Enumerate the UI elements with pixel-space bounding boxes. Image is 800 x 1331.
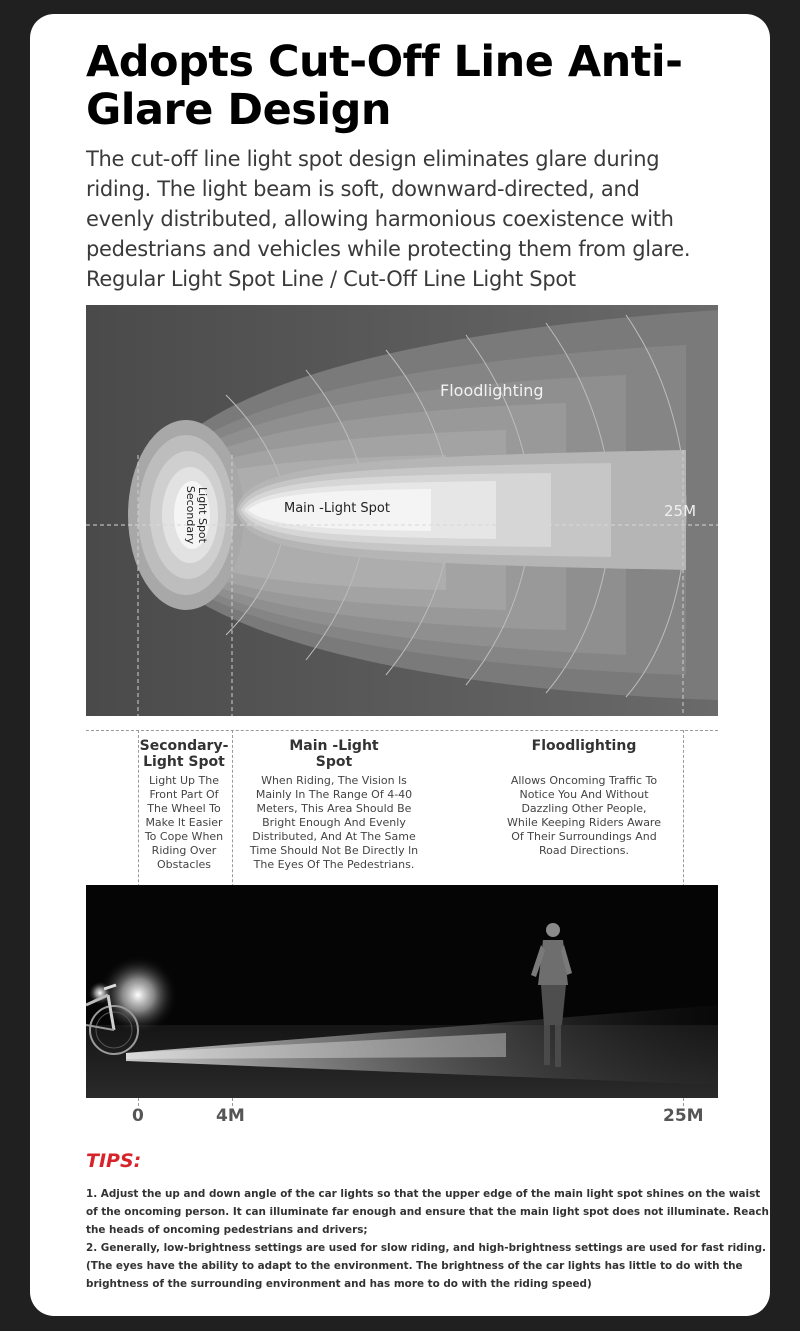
description-line: evenly distributed, allowing harmonious coexistence with <box>86 207 674 231</box>
column-title-line: Light Spot <box>143 754 225 770</box>
floodlighting-label: Floodlighting <box>440 381 544 400</box>
content-card <box>30 14 770 1316</box>
secondary-spot-title <box>136 738 232 770</box>
column-desc-line: Mainly In The Range Of 4-40 <box>255 788 413 801</box>
column-desc-line: The Wheel To <box>147 802 221 815</box>
column-title-line: Main -Light <box>289 738 379 754</box>
column-desc-line: When Riding, The Vision ls <box>261 774 407 787</box>
column-title-line: Floodlighting <box>531 738 637 754</box>
column-desc-line: Obstacles <box>156 858 212 871</box>
tips-title: TIPS: <box>86 1150 142 1172</box>
description-line: riding. The light beam is soft, downward-directed, and <box>86 177 640 201</box>
column-desc-line: Road Directions. <box>538 844 630 857</box>
main-spot-title <box>244 738 424 770</box>
floodlighting-title <box>474 738 694 754</box>
description <box>86 144 746 294</box>
tips-list <box>86 1185 770 1293</box>
column-desc-line: Meters, This Area Should Be <box>256 802 412 815</box>
column-desc-line: Dazzling Other People, <box>521 802 647 815</box>
main-spot-description <box>234 774 434 872</box>
column-desc-line: Allows Oncoming Traffic To <box>510 774 658 787</box>
column-desc-line: Bright Enough And Evenly <box>262 816 406 829</box>
secondary-spot-description <box>136 774 232 872</box>
column-title-line: Spot <box>315 754 353 770</box>
column-desc-line: To Cope When <box>144 830 224 843</box>
beam-diagram <box>86 305 718 716</box>
night-scene-graphic <box>86 885 718 1098</box>
description-line: pedestrians and vehicles while protecting them from glare. <box>86 237 691 261</box>
tip-item: 2. Generally, low-brightness settings are used for slow riding, and high-brightness settings are used for fast riding.(The eyes have the ability to adapt to the environment. The brightness of the car lights has little to do with the brightness of the surrounding environment and has more to do with the riding speed) <box>86 1242 766 1290</box>
column-desc-line: Make lt Easier <box>145 816 223 829</box>
description-line: Regular Light Spot Line / Cut-Off Line Light Spot <box>86 267 576 291</box>
distance-0: 0 <box>132 1106 144 1126</box>
tip-item: 1. Adjust the up and down angle of the car lights so that the upper edge of the main light spot shines on the waist of the oncoming person. It can illuminate far enough and ensure that the main light spot does not illuminate. Reach the heads of oncoming pedestrians and drivers; <box>86 1188 769 1236</box>
column-desc-line: Distributed, And At The Same <box>252 830 416 843</box>
column-title-line: Secondary- <box>139 738 229 754</box>
description-line: The cut-off line light spot design eliminates glare during <box>86 147 660 171</box>
main-spot-label: Main -Light Spot <box>284 501 390 516</box>
distance-25m: 25M <box>663 1106 704 1126</box>
distance-label-25m: 25M <box>664 502 697 520</box>
night-scene-image <box>86 885 718 1098</box>
column-desc-line: Of Their Surroundings And <box>511 830 657 843</box>
floodlighting-description <box>484 774 684 858</box>
secondary-spot-label-line1: Light Spot <box>196 487 209 543</box>
distance-4m: 4M <box>216 1106 245 1126</box>
column-desc-line: Light Up The <box>149 774 219 787</box>
column-desc-line: Riding Over <box>151 844 217 857</box>
divider-line <box>86 730 718 731</box>
column-desc-line: The Eyes Of The Pedestrians. <box>253 858 415 871</box>
column-desc-line: While Keeping Riders Aware <box>507 816 661 829</box>
secondary-spot-label <box>168 480 208 550</box>
column-desc-line: Front Part Of <box>149 788 219 801</box>
secondary-spot-label-line2: Secondary <box>184 485 197 545</box>
column-desc-line: Time Should Not Be Directly ln <box>249 844 419 857</box>
page-title: Adopts Cut-Off Line Anti-Glare Design <box>86 37 683 135</box>
column-desc-line: Notice You And Without <box>519 788 649 801</box>
